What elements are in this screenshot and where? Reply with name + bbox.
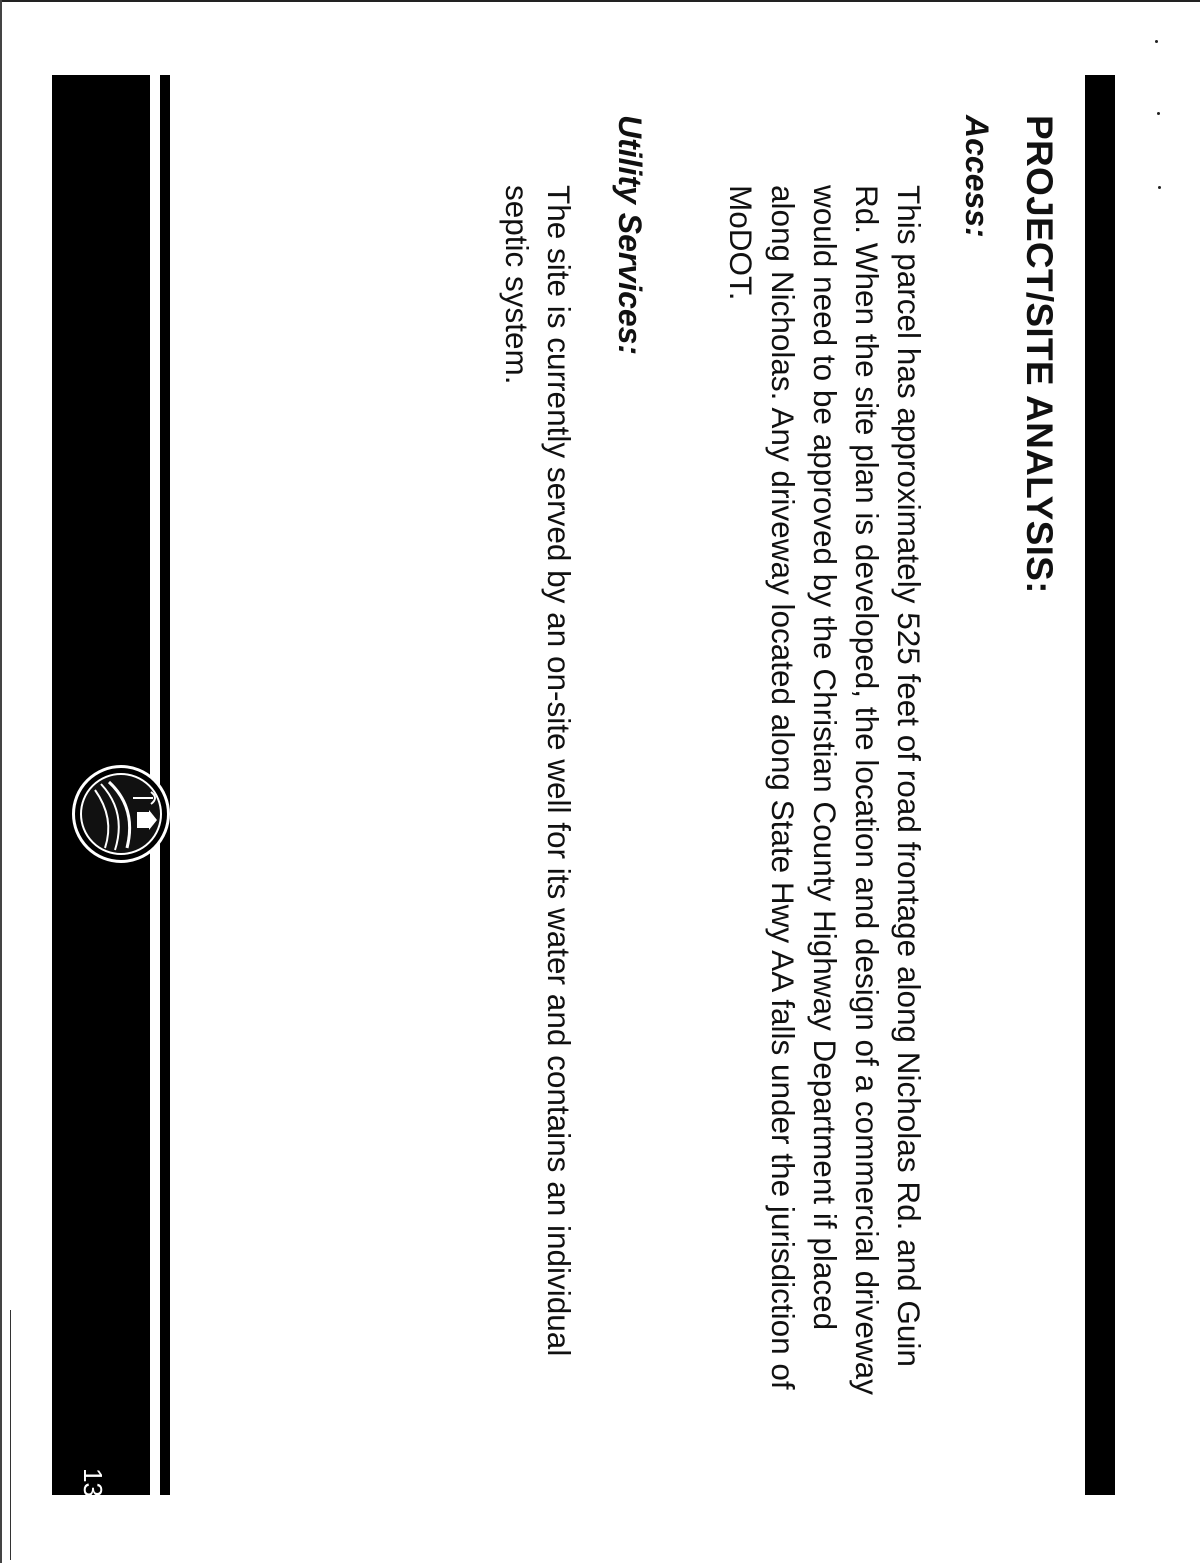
header-bar xyxy=(1085,75,1115,1495)
county-seal-icon xyxy=(72,765,170,863)
utility-services-paragraph: The site is currently served by an on-site well for its water and contains an individual septic system. xyxy=(499,185,577,1357)
utility-services-heading: Utility Services: xyxy=(612,115,648,356)
page-title: PROJECT/SITE ANALYSIS: xyxy=(1019,115,1060,594)
access-heading: Access: xyxy=(959,115,995,238)
access-paragraph: This parcel has approximately 525 feet of road frontage along Nicholas Rd. and Guin Rd. When the site plan is developed, the location and design of a commercial driveway would need to be approved by the Christian County Highway Department if placed along Nicholas. Any driveway located along State Hwy AA falls under the jurisdiction of MoDOT. xyxy=(723,185,927,1395)
page-number: 13 xyxy=(78,1468,108,1497)
footer-band xyxy=(52,75,170,1495)
